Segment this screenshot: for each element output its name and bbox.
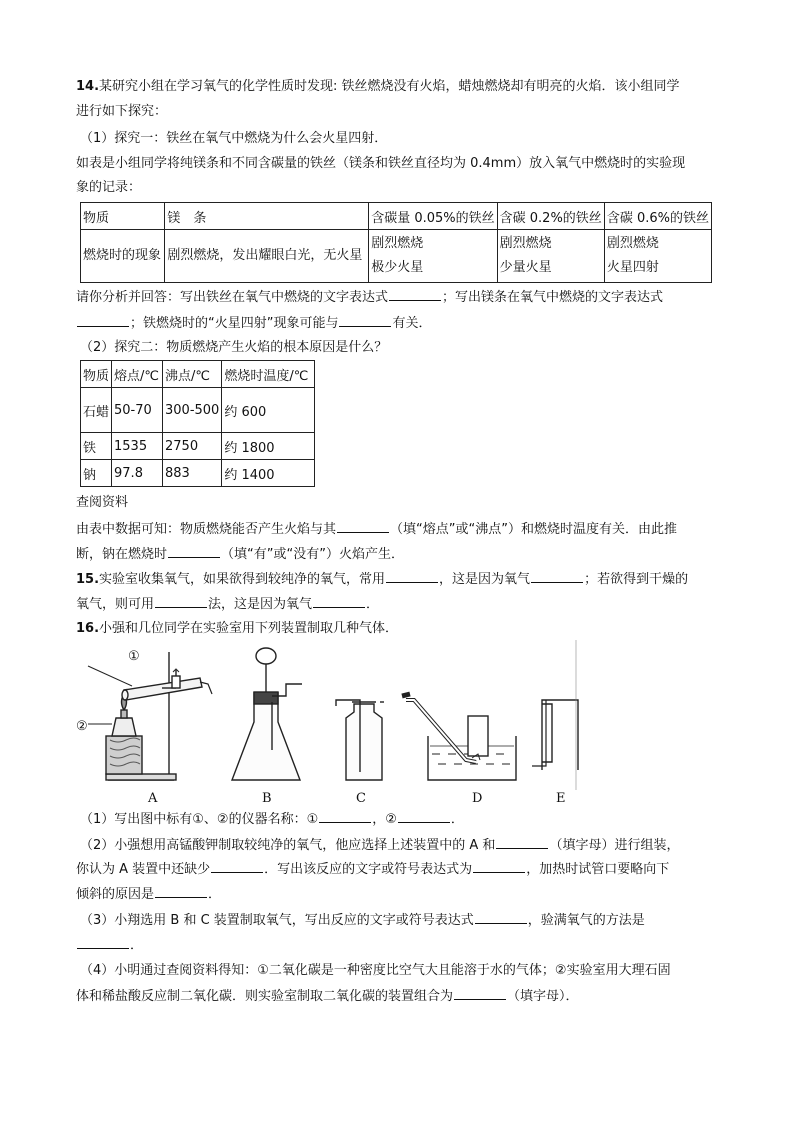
- apparatus-b: [232, 648, 302, 780]
- answer-blank[interactable]: [168, 545, 220, 558]
- melting-boiling-table: [80, 360, 315, 487]
- t1-cell: 剧烈燃烧，发出耀眼白光，无火星: [165, 230, 369, 283]
- q16-p2-line3: 倾斜的原因是 ．: [76, 887, 222, 902]
- t1-header: 含碳 0.6%的铁丝: [604, 203, 711, 230]
- q16-p2-line2: 你认为 A 装置中还缺少 ．写出该反应的文字或符号表达式为 ，加热时试管口要略向下: [76, 862, 670, 877]
- answer-blank[interactable]: [155, 885, 207, 898]
- t2-cell: 300-500: [163, 388, 222, 433]
- answer-blank[interactable]: [319, 810, 371, 823]
- t1-header: 含碳量 0.05%的铁丝: [369, 203, 497, 230]
- t2-cell: 2750: [163, 433, 222, 460]
- q16-p2-line1: （2）小强想用高锰酸钾制取较纯净的氧气，他应选择上述装置中的 A 和 （填字母）进行组装，: [80, 838, 680, 853]
- q15-line1: 15.实验室收集氧气，如果欲得到较纯净的氧气，常用 ，这是因为氧气 ；若欲得到干燥的: [76, 572, 689, 587]
- combustion-table: [80, 202, 712, 283]
- apparatus-a: [88, 652, 212, 780]
- t2-cell: 约 1800: [222, 433, 315, 460]
- q14-stem-line2: 进行如下探究：: [76, 104, 168, 119]
- q16-p4-line1: （4）小明通过查阅资料得知：①二氧化碳是一种密度比空气大且能溶于水的气体；②实验室用大理石固: [80, 963, 671, 978]
- q14-part2-title: （2）探究二：物质燃烧产生火焰的根本原因是什么？: [80, 340, 388, 355]
- marker-2: ②: [76, 719, 88, 734]
- answer-blank[interactable]: [398, 810, 450, 823]
- t2-cell: 50-70: [112, 388, 163, 433]
- q14-part1-desc2: 象的记录：: [76, 180, 142, 195]
- apparatus-d: [402, 694, 516, 780]
- t2-header: 物质: [81, 361, 112, 388]
- t2-cell: 97.8: [112, 460, 163, 487]
- t1-header: 镁 条: [165, 203, 369, 230]
- answer-blank[interactable]: [386, 570, 438, 583]
- answer-blank[interactable]: [155, 595, 207, 608]
- t2-cell: 1535: [112, 433, 163, 460]
- t2-cell: 石蜡: [81, 388, 112, 433]
- label-d: D: [472, 791, 483, 805]
- q14-number: 14.: [76, 79, 100, 94]
- label-a: A: [148, 791, 158, 805]
- q15-line2: 氧气，则可用 法，这是因为氧气 ．: [76, 597, 380, 612]
- label-e: E: [556, 791, 566, 805]
- t2-cell: 883: [163, 460, 222, 487]
- t2-cell: 铁: [81, 433, 112, 460]
- q14-analysis-line2: ；铁燃烧时的“火星四射”现象可能与 有关．: [76, 314, 432, 333]
- answer-blank[interactable]: [337, 520, 389, 533]
- label-b: B: [262, 791, 272, 805]
- q16-p3-line1: （3）小翔选用 B 和 C 装置制取氧气，写出反应的文字或符号表达式 ，验满氧气的方法是: [80, 913, 645, 928]
- t1-cell: 剧烈燃烧 少量火星: [497, 230, 604, 283]
- t1-cell: 剧烈燃烧 火星四射: [604, 230, 711, 283]
- t2-header: 燃烧时温度/℃: [222, 361, 315, 388]
- answer-blank[interactable]: [531, 570, 583, 583]
- ref-title: 查阅资料: [76, 495, 129, 510]
- apparatus-c: [336, 700, 384, 780]
- answer-blank[interactable]: [77, 936, 129, 949]
- t2-header: 沸点/℃: [163, 361, 222, 388]
- q14-conclusion-line2: 断，钠在燃烧时 （填“有”或“没有”）火焰产生．: [76, 547, 404, 562]
- apparatus-e: [532, 640, 578, 790]
- q14-analysis-line1: 请你分析并回答：写出铁丝在氧气中燃烧的文字表达式 ；写出镁条在氧气中燃烧的文字表达式: [76, 290, 664, 305]
- answer-blank[interactable]: [496, 836, 548, 849]
- t1-header: 含碳 0.2%的铁丝: [497, 203, 604, 230]
- q16-p3-line2: ．: [76, 936, 143, 955]
- q14-stem-line1: 14.某研究小组在学习氧气的化学性质时发现: 铁丝燃烧没有火焰，蜡烛燃烧却有明亮的火焰．该小组同学: [76, 79, 680, 94]
- q14-part1-desc1: 如表是小组同学将纯镁条和不同含碳量的铁丝（镁条和铁丝直径均为 0.4mm）放入氧气中燃烧时的实验现: [76, 156, 686, 171]
- marker-1: ①: [128, 649, 140, 664]
- t2-cell: 约 1400: [222, 460, 315, 487]
- lab-apparatus-figure: [76, 640, 586, 805]
- t1-cell: 剧烈燃烧 极少火星: [369, 230, 497, 283]
- t1-header: 物质: [81, 203, 165, 230]
- answer-blank[interactable]: [313, 595, 365, 608]
- t2-header: 熔点/℃: [112, 361, 163, 388]
- t1-row-label: 燃烧时的现象: [81, 230, 165, 283]
- answer-blank[interactable]: [473, 860, 525, 873]
- q16-p4-line2: 体和稀盐酸反应制二氧化碳．则实验室制取二氧化碳的装置组合为 （填字母）．: [76, 989, 579, 1004]
- answer-blank[interactable]: [339, 314, 391, 327]
- q16-p1: （1）写出图中标有①、②的仪器名称：① ，② ．: [80, 812, 464, 827]
- answer-blank[interactable]: [475, 911, 527, 924]
- t2-cell: 钠: [81, 460, 112, 487]
- t2-cell: 约 600: [222, 388, 315, 433]
- q14-part1-title: （1）探究一：铁丝在氧气中燃烧为什么会火星四射．: [80, 131, 388, 146]
- q16-stem: 16.小强和几位同学在实验室用下列装置制取几种气体．: [76, 621, 399, 636]
- answer-blank[interactable]: [211, 860, 263, 873]
- answer-blank[interactable]: [389, 288, 441, 301]
- q14-conclusion-line1: 由表中数据可知：物质燃烧能否产生火焰与其 （填“熔点”或“沸点”）和燃烧时温度有关．由此推: [76, 522, 677, 537]
- label-c: C: [356, 791, 366, 805]
- answer-blank[interactable]: [454, 987, 506, 1000]
- answer-blank[interactable]: [77, 314, 129, 327]
